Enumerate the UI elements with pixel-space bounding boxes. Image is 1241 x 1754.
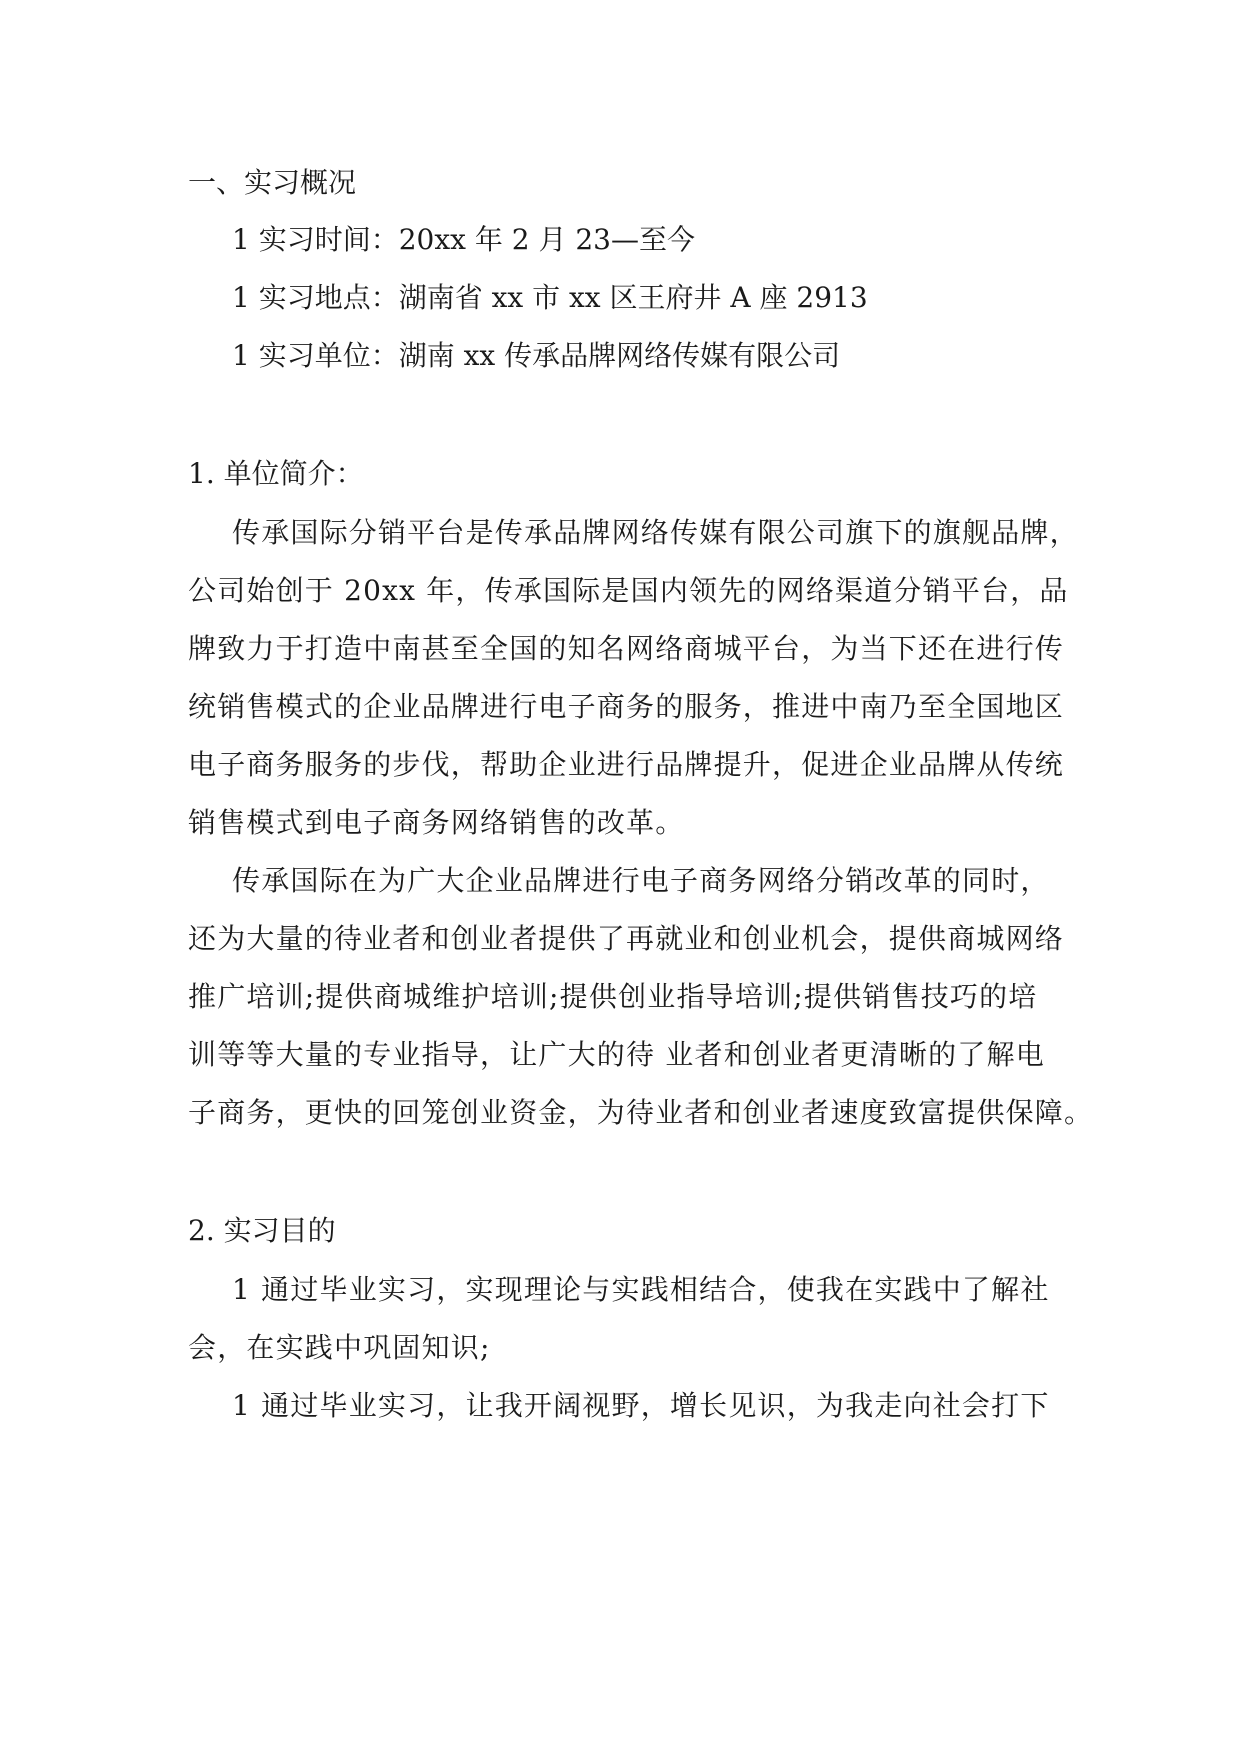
- internship-time: 1 实习时间：20xx 年 2 月 23—至今: [232, 223, 695, 256]
- paragraph-line: 会，在实践中巩固知识;: [188, 1331, 491, 1364]
- section-heading-overview: 一、实习概况: [188, 166, 357, 199]
- paragraph-line: 公司始创于 20xx 年，传承国际是国内领先的网络渠道分销平台，品: [188, 574, 1069, 607]
- paragraph-line: 1 通过毕业实习，实现理论与实践相结合，使我在实践中了解社: [232, 1273, 1050, 1306]
- paragraph-line: 统销售模式的企业品牌进行电子商务的服务，推进中南乃至全国地区: [188, 690, 1065, 723]
- paragraph-line: 训等等大量的专业指导，让广大的待 业者和创业者更清晰的了解电: [188, 1038, 1045, 1071]
- paragraph-line: 1 通过毕业实习，让我开阔视野，增长见识，为我走向社会打下: [232, 1389, 1050, 1422]
- paragraph-line: 还为大量的待业者和创业者提供了再就业和创业机会，提供商城网络: [188, 922, 1065, 955]
- paragraph-line: 电子商务服务的步伐，帮助企业进行品牌提升，促进企业品牌从传统: [188, 748, 1065, 781]
- internship-location: 1 实习地点：湖南省 xx 市 xx 区王府井 A 座 2913: [232, 281, 868, 314]
- paragraph-line: 推广培训;提供商城维护培训;提供创业指导培训;提供销售技巧的培: [188, 980, 1038, 1013]
- paragraph-line: 牌致力于打造中南甚至全国的知名网络商城平台，为当下还在进行传: [188, 632, 1065, 665]
- paragraph-line: 传承国际在为广大企业品牌进行电子商务网络分销改革的同时，: [232, 864, 1050, 897]
- paragraph-line: 子商务，更快的回笼创业资金，为待业者和创业者速度致富提供保障。: [188, 1096, 1094, 1129]
- section-heading-purpose: 2. 实习目的: [188, 1214, 336, 1247]
- internship-company: 1 实习单位：湖南 xx 传承品牌网络传媒有限公司: [232, 339, 841, 372]
- paragraph-line: 传承国际分销平台是传承品牌网络传媒有限公司旗下的旗舰品牌，: [232, 516, 1079, 549]
- section-heading-company-intro: 1. 单位简介：: [188, 457, 364, 490]
- paragraph-line: 销售模式到电子商务网络销售的改革。: [188, 806, 685, 839]
